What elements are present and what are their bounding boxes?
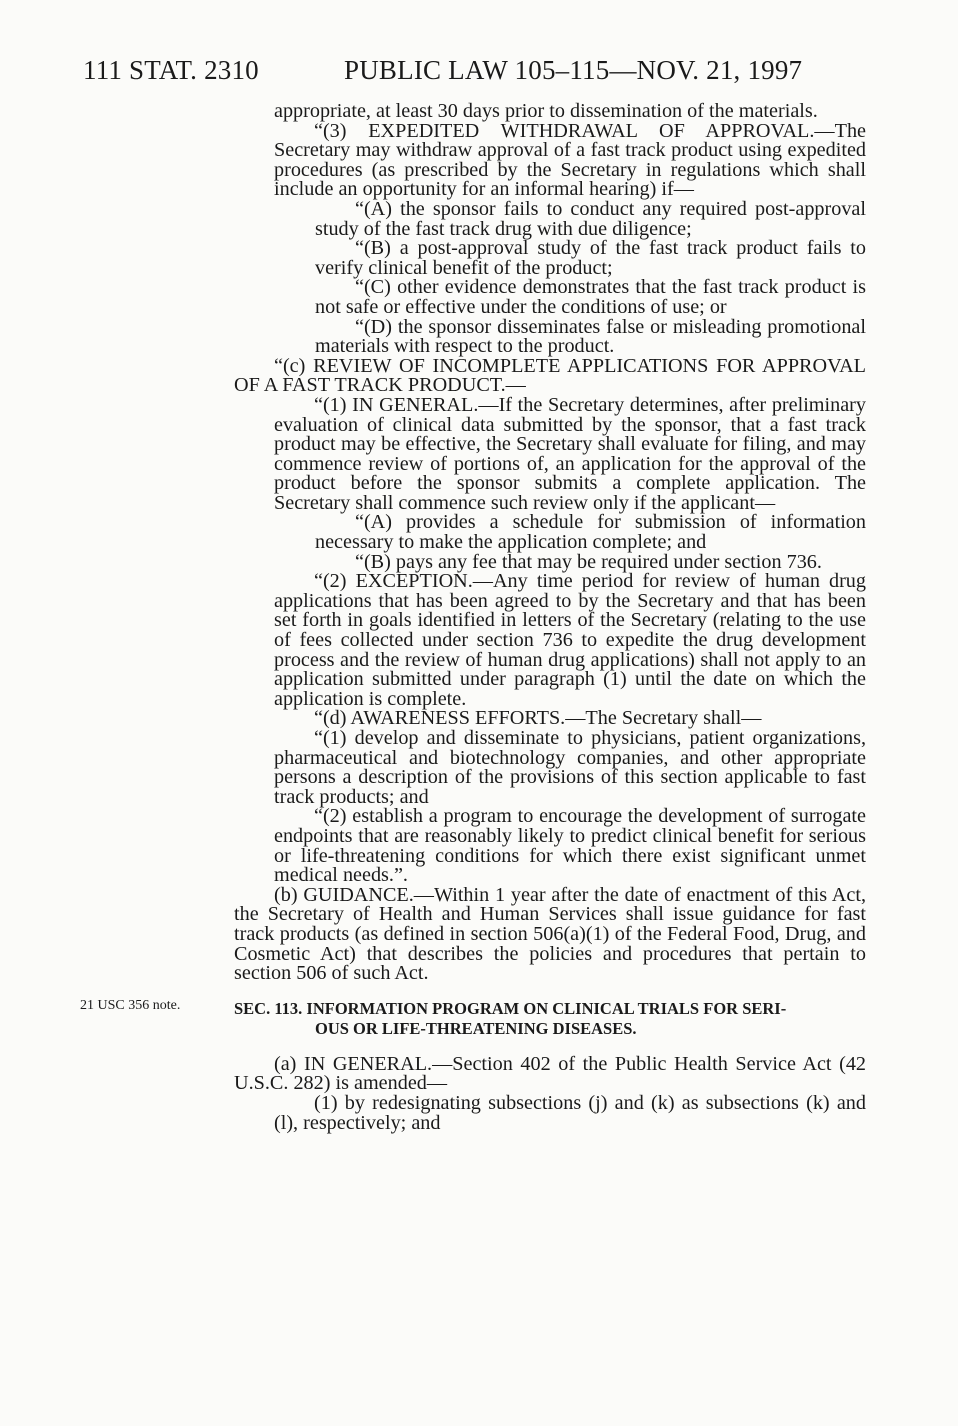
paragraph-item-c: “(C) other evidence demonstrates that the fast track product is not safe or effective under the conditions of use; or xyxy=(315,276,866,318)
statute-page-number: 111 STAT. 2310 xyxy=(83,55,259,85)
running-header: PUBLIC LAW 105–115—NOV. 21, 1997 xyxy=(344,55,803,85)
margin-note: 21 USC 356 note. xyxy=(80,998,181,1013)
paragraph-item-b: “(B) a post-approval study of the fast track product fails to verify clinical benefit of the product; xyxy=(315,237,866,279)
paragraph-expedited-withdrawal: “(3) EXPEDITED WITHDRAWAL OF APPROVAL.—The Secretary may withdraw approval of a fast track product using expedited procedures (as prescribed by the Secretary in regulations which shall include an opportunity for an informal hearing) if— xyxy=(274,119,866,201)
paragraph-item-d: “(D) the sponsor disseminates false or misleading promotional materials with respect to the product. xyxy=(315,315,866,358)
paragraph-awareness-1: “(1) develop and disseminate to physicians, patient organizations, pharmaceutical and biotechnology companies, and other appropriate persons a description of the provisions of this section applicable to fast track products; and xyxy=(274,727,866,808)
paragraph-sec113-a: (a) IN GENERAL.—Section 402 of the Public Health Service Act (42 U.S.C. 282) is amended— xyxy=(234,1052,866,1095)
paragraph-exception: “(2) EXCEPTION.—Any time period for review of human drug applications that has been agreed to by the Secretary and that has been set forth in goals identified in letters of the Secretary (relating to the use of fees collected under section 736 to expedite the drug development process and the review of human drug applications) shall not apply to an application submitted under paragraph (1) until the date on which the application is complete. xyxy=(274,570,866,710)
paragraph-guidance: (b) GUIDANCE.—Within 1 year after the date of enactment of this Act, the Secretary of Health and Human Services shall issue guidance for fast track products (as defined in section 506(a)(1) of the Federal Food, Drug, and Cosmetic Act) that describes the policies and procedures that pertain to section 506 of such Act. xyxy=(234,883,866,985)
paragraph-awareness: “(d) AWARENESS EFFORTS.—The Secretary shall— xyxy=(314,707,762,730)
section-heading xyxy=(234,999,866,1039)
paragraph-schedule: “(A) provides a schedule for submission of information necessary to make the application complete; and xyxy=(315,511,866,554)
paragraph-sec113-1: (1) by redesignating subsections (j) and (k) as subsections (k) and (l), respectively; and xyxy=(274,1091,866,1134)
paragraph-in-general: “(1) IN GENERAL.—If the Secretary determines, after preliminary evaluation of clinical data submitted by the sponsor, that a fast track product may be effective, the Secretary shall evaluate for filing, and may commence review of portions of, an application for the approval of the product before the sponsor submits a complete application. The Secretary shall commence such review only if the applicant— xyxy=(274,393,866,514)
paragraph-awareness-2: “(2) establish a program to encourage the development of surrogate endpoints that are reasonably likely to predict clinical benefit for serious or life-threatening conditions for which there exist significant unmet medical needs.”. xyxy=(274,805,866,887)
paragraph-review-incomplete: “(c) REVIEW OF INCOMPLETE APPLICATIONS FOR APPROVAL OF A FAST TRACK PRODUCT.— xyxy=(234,354,866,397)
body-text xyxy=(234,102,866,1133)
paragraph-fee: “(B) pays any fee that may be required under section 736. xyxy=(355,550,822,573)
paragraph-item-a: “(A) the sponsor fails to conduct any required post-approval study of the fast track drug with due diligence; xyxy=(315,197,866,240)
paragraph-continuation: appropriate, at least 30 days prior to dissemination of the materials. xyxy=(274,100,818,122)
section-heading-line2: OUS OR LIFE-THREATENING DISEASES. xyxy=(315,1018,637,1038)
section-heading-line1: SEC. 113. INFORMATION PROGRAM ON CLINICAL TRIALS FOR SERI- xyxy=(234,998,787,1018)
